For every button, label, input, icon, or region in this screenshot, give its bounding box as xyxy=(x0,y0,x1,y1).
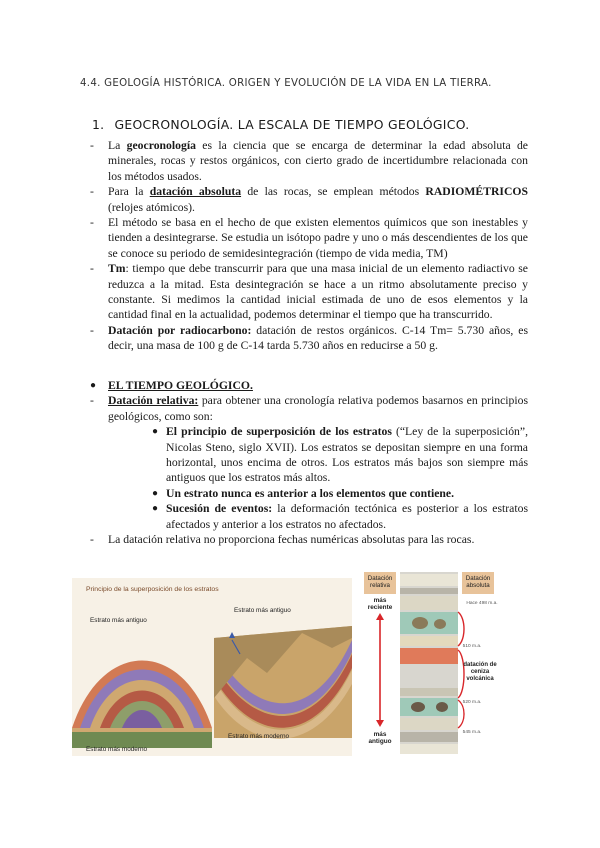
label-mas-reciente: más reciente xyxy=(367,597,393,611)
term-tm: Tm xyxy=(108,262,126,276)
term-radiocarbono: Datación por radiocarbono: xyxy=(108,323,252,337)
age-510: 510 m.a. xyxy=(462,644,482,649)
strata-column xyxy=(400,572,458,754)
section-title-text: GEOCRONOLOGÍA. LA ESCALA DE TIEMPO GEOLÓGICO. xyxy=(114,117,470,132)
age-520: 520 m.a. xyxy=(462,700,482,705)
section-number: 1. xyxy=(92,117,105,132)
paragraph-tm: - Tm: tiempo que debe transcurrir para que una masa inicial de un elemento radiactivo se reduzca a la mitad. Esta desintegración se hace a un ritmo absolutamente preciso y constante. Si medimos la cantidad inicial estimada de uno de esos elementos y la cantidad final en la actualidad, podemos determinar el tiempo que ha transcurrido. xyxy=(90,262,528,322)
label-estrato-antiguo-2: Estrato más antiguo xyxy=(234,607,291,614)
svg-label-line: absoluta xyxy=(466,582,490,589)
stratigraphic-column-figure xyxy=(358,570,500,760)
label-estrato-antiguo-1: Estrato más antiguo xyxy=(90,617,147,624)
header-relativa: Datación relativa xyxy=(367,575,393,589)
superposition-figure xyxy=(72,578,352,756)
syncline-illustration xyxy=(214,626,352,739)
paragraph-geocronologia: - La geocronología es la ciencia que se encarga de determinar la edad absoluta de minerales, rocas y restos orgánicos, con cierto grado de incertidumbre relacionada con los métodos usados. xyxy=(90,139,528,183)
page-header: 4.4. GEOLOGÍA HISTÓRICA. ORIGEN Y EVOLUCIÓN DE LA VIDA EN LA TIERRA. xyxy=(80,78,492,89)
label-estrato-moderno-2: Estrato más moderno xyxy=(228,733,290,740)
paragraph-datacion-relativa-limite: - La datación relativa no proporciona fechas numéricas absolutas para las rocas. xyxy=(90,533,475,547)
term-geocronologia: geocronología xyxy=(126,139,196,152)
principles-list xyxy=(90,424,528,532)
term-datacion-absoluta: datación absoluta xyxy=(149,185,242,199)
list-item-sucesion-eventos: ● Sucesión de eventos: la deformación tectónica es posterior a los estratos afectados y anterior a los estratos no afectados. xyxy=(152,502,528,531)
svg-label-line: volcánica xyxy=(466,676,494,682)
paragraph-radiocarbono: - Datación por radiocarbono: datación de restos orgánicos. C-14 Tm= 5.730 años, es decir, una masa de 100 g de C-14 tarda 5.730 años en reducirse a 50 g. xyxy=(90,323,528,353)
term-datacion-relativa: Datación relativa: xyxy=(108,394,199,408)
section2-title: ● EL TIEMPO GEOLÓGICO. xyxy=(90,379,253,392)
label-mas-antiguo: más antiguo xyxy=(368,731,392,745)
age-hace-498: Hace 498 m.a. xyxy=(466,601,498,606)
svg-label-line: relativa xyxy=(370,582,390,589)
paragraph-datacion-relativa: - Datación relativa: para obtener una cronología relativa podemos basarnos en principios geológicos, como son: xyxy=(90,394,528,423)
header-absoluta: Datación absoluta xyxy=(465,575,491,589)
paragraph-metodo: - El método se basa en el hecho de que existen elementos químicos que son inestables y tienden a desintegrarse. Se estudia un isótopo padre y uno o más descendientes de los que se conoce su periodo de semidesintegración (tiempo de vida media, TM) xyxy=(90,216,528,260)
age-545: 545 m.a. xyxy=(462,730,482,735)
term-radiometricos: RADIOMÉTRICOS xyxy=(425,185,529,199)
section1-body xyxy=(90,138,528,354)
label-ceniza-volcanica: datación de ceniza volcánica xyxy=(463,662,497,682)
figure-title: Principio de la superposición de los estratos xyxy=(86,586,219,593)
list-item-superposicion: ● El principio de superposición de los estratos (“Ley de la superposición”, Nicolas Steno, siglo XVII). Los estratos se depositan siempre en una forma horizontal, unos encima de otros. Los estratos más bajos son siempre más antiguos que los estratos más altos. xyxy=(152,425,528,485)
section-title-geocronologia xyxy=(92,117,470,132)
paragraph-datacion-absoluta: - Para la datación absoluta de las rocas, se emplean métodos RADIOMÉTRICOS (relojes atómicos). xyxy=(90,185,529,214)
list-item-estrato-anterior: ● Un estrato nunca es anterior a los elementos que contiene. xyxy=(152,486,455,500)
label-estrato-moderno-1: Estrato más moderno xyxy=(86,746,148,753)
svg-label-line: antiguo xyxy=(368,738,392,745)
svg-label-line: ceniza xyxy=(470,669,490,675)
section2-body xyxy=(90,378,528,547)
svg-label-line: reciente xyxy=(367,604,393,611)
